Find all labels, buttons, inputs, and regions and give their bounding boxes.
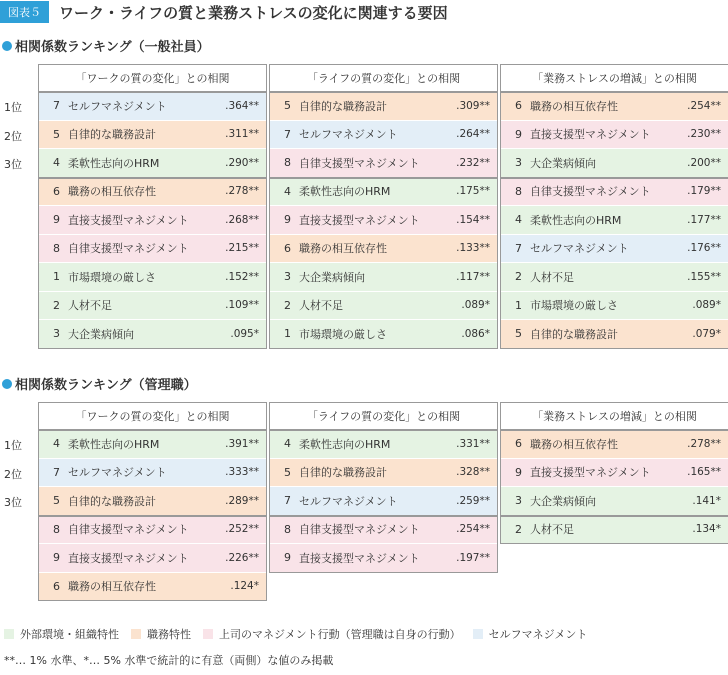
factor-name: 人材不足 bbox=[530, 523, 574, 537]
legend-swatch bbox=[131, 629, 141, 639]
factor-name: 自律的な職務設計 bbox=[299, 99, 387, 113]
factor-number: 8 bbox=[53, 522, 60, 536]
correlation-value: .230** bbox=[687, 128, 721, 141]
factor-number: 5 bbox=[53, 127, 60, 141]
legend-label: 外部環境・組織特性 bbox=[20, 628, 119, 641]
factor-name: 自律支援型マネジメント bbox=[299, 156, 420, 170]
factor-number: 2 bbox=[515, 270, 522, 284]
table-row bbox=[269, 235, 498, 264]
table-row bbox=[269, 206, 498, 235]
table-row bbox=[38, 430, 267, 459]
correlation-value: .328** bbox=[456, 466, 490, 479]
table-row bbox=[500, 121, 728, 150]
factor-name: 柔軟性志向のHRM bbox=[530, 213, 622, 227]
factor-name: 自律支援型マネジメント bbox=[68, 242, 189, 256]
factor-number: 4 bbox=[53, 156, 60, 170]
factor-number: 6 bbox=[284, 241, 291, 255]
legend-item bbox=[203, 626, 461, 642]
factor-number: 8 bbox=[53, 241, 60, 255]
table-row bbox=[38, 206, 267, 235]
section-title-text: 相関係数ランキング（管理職） bbox=[15, 378, 197, 393]
factor-number: 3 bbox=[284, 270, 291, 284]
correlation-value: .177** bbox=[687, 213, 721, 226]
correlation-value: .079* bbox=[692, 327, 721, 340]
table-row bbox=[269, 263, 498, 292]
factor-name: セルフマネジメント bbox=[530, 242, 629, 256]
table-row bbox=[269, 178, 498, 207]
figure-title: ワーク・ライフの質と業務ストレスの変化に関連する要因 bbox=[59, 3, 448, 22]
ranking-column bbox=[38, 402, 267, 594]
factor-number: 5 bbox=[284, 465, 291, 479]
factor-name: 市場環境の厳しさ bbox=[530, 299, 618, 313]
factor-name: セルフマネジメント bbox=[299, 494, 398, 508]
table-row bbox=[269, 92, 498, 121]
factor-name: 柔軟性志向のHRM bbox=[68, 437, 160, 451]
correlation-value: .215** bbox=[225, 242, 259, 255]
factor-number: 7 bbox=[284, 494, 291, 508]
table-row bbox=[269, 516, 498, 545]
correlation-value: .264** bbox=[456, 128, 490, 141]
factor-number: 4 bbox=[284, 437, 291, 451]
factor-name: 大企業病傾向 bbox=[299, 270, 365, 284]
factor-name: 直接支援型マネジメント bbox=[530, 128, 651, 142]
legend-label: 上司のマネジメント行動（管理職は自身の行動） bbox=[219, 628, 461, 641]
correlation-value: .278** bbox=[225, 185, 259, 198]
table-row bbox=[38, 544, 267, 573]
factor-name: セルフマネジメント bbox=[299, 128, 398, 142]
correlation-value: .141* bbox=[692, 494, 721, 507]
correlation-value: .268** bbox=[225, 213, 259, 226]
factor-number: 2 bbox=[515, 522, 522, 536]
ranking-column bbox=[500, 64, 728, 341]
factor-number: 8 bbox=[284, 522, 291, 536]
table-row bbox=[269, 544, 498, 573]
section-title-general bbox=[2, 36, 210, 55]
factor-name: 職務の相互依存性 bbox=[299, 242, 387, 256]
table-row bbox=[269, 430, 498, 459]
table-row bbox=[500, 178, 728, 207]
factor-name: 職務の相互依存性 bbox=[68, 580, 156, 594]
correlation-value: .364** bbox=[225, 99, 259, 112]
legend-item bbox=[473, 626, 588, 642]
factor-number: 7 bbox=[284, 127, 291, 141]
ranking-column bbox=[38, 64, 267, 341]
correlation-value: .254** bbox=[687, 99, 721, 112]
factor-number: 6 bbox=[515, 437, 522, 451]
factor-number: 3 bbox=[53, 327, 60, 341]
correlation-value: .109** bbox=[225, 299, 259, 312]
factor-name: 自律支援型マネジメント bbox=[68, 523, 189, 537]
factor-number: 6 bbox=[53, 579, 60, 593]
correlation-value: .155** bbox=[687, 270, 721, 283]
factor-name: セルフマネジメント bbox=[68, 99, 167, 113]
factor-number: 9 bbox=[515, 465, 522, 479]
correlation-value: .254** bbox=[456, 523, 490, 536]
figure-header bbox=[0, 0, 448, 24]
table-row bbox=[38, 178, 267, 207]
factor-number: 4 bbox=[515, 213, 522, 227]
factor-name: 柔軟性志向のHRM bbox=[299, 185, 391, 199]
rank-label: 2位 bbox=[4, 129, 22, 143]
factor-name: 自律的な職務設計 bbox=[530, 327, 618, 341]
factor-number: 6 bbox=[53, 184, 60, 198]
correlation-value: .089* bbox=[692, 299, 721, 312]
factor-name: 自律的な職務設計 bbox=[299, 466, 387, 480]
ranking-column bbox=[269, 402, 498, 565]
factor-name: 自律支援型マネジメント bbox=[530, 185, 651, 199]
table-row bbox=[269, 320, 498, 349]
table-row bbox=[500, 206, 728, 235]
factor-number: 1 bbox=[284, 327, 291, 341]
factor-name: 自律的な職務設計 bbox=[68, 128, 156, 142]
table-row bbox=[38, 292, 267, 321]
table-row bbox=[38, 459, 267, 488]
factor-number: 9 bbox=[515, 127, 522, 141]
factor-name: 職務の相互依存性 bbox=[530, 99, 618, 113]
legend-label: セルフマネジメント bbox=[488, 628, 588, 641]
column-header: 「ワークの質の変化」との相関 bbox=[38, 402, 267, 430]
factor-number: 7 bbox=[53, 99, 60, 113]
rank-label: 2位 bbox=[4, 467, 22, 481]
factor-name: 直接支援型マネジメント bbox=[299, 551, 420, 565]
factor-name: 人材不足 bbox=[299, 299, 343, 313]
table-row bbox=[500, 149, 728, 178]
factor-name: 市場環境の厳しさ bbox=[68, 270, 156, 284]
table-row bbox=[38, 149, 267, 178]
factor-number: 7 bbox=[515, 241, 522, 255]
bullet-icon bbox=[2, 41, 12, 51]
correlation-value: .154** bbox=[456, 213, 490, 226]
factor-number: 2 bbox=[53, 298, 60, 312]
correlation-value: .259** bbox=[456, 494, 490, 507]
correlation-value: .290** bbox=[225, 156, 259, 169]
significance-note: **… 1% 水準、*… 5% 水準で統計的に有意（両側）な値のみ掲載 bbox=[4, 654, 334, 667]
correlation-value: .179** bbox=[687, 185, 721, 198]
legend bbox=[4, 626, 599, 642]
factor-name: 市場環境の厳しさ bbox=[299, 327, 387, 341]
factor-number: 8 bbox=[515, 184, 522, 198]
factor-number: 8 bbox=[284, 156, 291, 170]
bullet-icon bbox=[2, 379, 12, 389]
factor-number: 3 bbox=[515, 494, 522, 508]
correlation-value: .089* bbox=[461, 299, 490, 312]
column-header: 「業務ストレスの増減」との相関 bbox=[500, 64, 728, 92]
factor-number: 7 bbox=[53, 465, 60, 479]
correlation-value: .252** bbox=[225, 523, 259, 536]
factor-number: 9 bbox=[53, 213, 60, 227]
table-row bbox=[269, 121, 498, 150]
table-row bbox=[269, 459, 498, 488]
table-row bbox=[38, 121, 267, 150]
rank-label: 3位 bbox=[4, 158, 22, 171]
correlation-value: .134* bbox=[692, 523, 721, 536]
legend-item bbox=[131, 626, 191, 642]
factor-name: 直接支援型マネジメント bbox=[68, 213, 189, 227]
factor-number: 5 bbox=[284, 99, 291, 113]
table-row bbox=[500, 263, 728, 292]
section-title-text: 相関係数ランキング（一般社員） bbox=[15, 40, 210, 55]
correlation-value: .200** bbox=[687, 156, 721, 169]
factor-number: 3 bbox=[515, 156, 522, 170]
factor-number: 9 bbox=[284, 213, 291, 227]
column-header: 「ライフの質の変化」との相関 bbox=[269, 402, 498, 430]
correlation-value: .309** bbox=[456, 99, 490, 112]
figure-tag: 図表５ bbox=[0, 1, 49, 23]
table-row bbox=[500, 292, 728, 321]
table-row bbox=[269, 292, 498, 321]
factor-name: セルフマネジメント bbox=[68, 466, 167, 480]
legend-swatch bbox=[203, 629, 213, 639]
correlation-value: .175** bbox=[456, 185, 490, 198]
column-header: 「ワークの質の変化」との相関 bbox=[38, 64, 267, 92]
correlation-value: .311** bbox=[225, 128, 259, 141]
factor-number: 5 bbox=[53, 494, 60, 508]
correlation-value: .124* bbox=[230, 580, 259, 593]
factor-name: 直接支援型マネジメント bbox=[530, 466, 651, 480]
factor-number: 4 bbox=[53, 437, 60, 451]
column-header: 「業務ストレスの増減」との相関 bbox=[500, 402, 728, 430]
legend-item bbox=[4, 626, 119, 642]
factor-name: 大企業病傾向 bbox=[530, 494, 596, 508]
factor-name: 直接支援型マネジメント bbox=[299, 213, 420, 227]
factor-name: 直接支援型マネジメント bbox=[68, 551, 189, 565]
table-row bbox=[500, 516, 728, 545]
table-row bbox=[38, 320, 267, 349]
correlation-value: .117** bbox=[456, 270, 490, 283]
rank-label: 1位 bbox=[4, 439, 22, 452]
table-row bbox=[38, 235, 267, 264]
table-row bbox=[269, 487, 498, 516]
factor-name: 大企業病傾向 bbox=[68, 327, 134, 341]
correlation-value: .176** bbox=[687, 242, 721, 255]
correlation-value: .391** bbox=[225, 437, 259, 450]
table-row bbox=[269, 149, 498, 178]
factor-number: 6 bbox=[515, 99, 522, 113]
table-row bbox=[500, 487, 728, 516]
factor-number: 9 bbox=[284, 551, 291, 565]
table-row bbox=[38, 487, 267, 516]
factor-name: 人材不足 bbox=[530, 270, 574, 284]
correlation-value: .226** bbox=[225, 551, 259, 564]
factor-number: 1 bbox=[515, 298, 522, 312]
factor-name: 自律的な職務設計 bbox=[68, 494, 156, 508]
factor-number: 5 bbox=[515, 327, 522, 341]
factor-name: 大企業病傾向 bbox=[530, 156, 596, 170]
factor-number: 1 bbox=[53, 270, 60, 284]
correlation-value: .333** bbox=[225, 466, 259, 479]
factor-name: 人材不足 bbox=[68, 299, 112, 313]
correlation-value: .331** bbox=[456, 437, 490, 450]
table-row bbox=[38, 516, 267, 545]
correlation-value: .289** bbox=[225, 494, 259, 507]
legend-label: 職務特性 bbox=[147, 628, 191, 641]
table-row bbox=[500, 459, 728, 488]
factor-number: 2 bbox=[284, 298, 291, 312]
table-row bbox=[38, 573, 267, 602]
ranking-column bbox=[500, 402, 728, 537]
correlation-value: .095* bbox=[230, 327, 259, 340]
correlation-value: .278** bbox=[687, 437, 721, 450]
rank-label: 1位 bbox=[4, 101, 22, 114]
factor-name: 職務の相互依存性 bbox=[530, 437, 618, 451]
correlation-value: .165** bbox=[687, 466, 721, 479]
ranking-column bbox=[269, 64, 498, 341]
correlation-value: .133** bbox=[456, 242, 490, 255]
correlation-value: .232** bbox=[456, 156, 490, 169]
table-row bbox=[500, 320, 728, 349]
correlation-value: .152** bbox=[225, 270, 259, 283]
table-row bbox=[500, 235, 728, 264]
correlation-value: .086* bbox=[461, 327, 490, 340]
legend-swatch bbox=[473, 629, 483, 639]
rank-label: 3位 bbox=[4, 496, 22, 509]
table-row bbox=[500, 430, 728, 459]
factor-name: 職務の相互依存性 bbox=[68, 185, 156, 199]
legend-swatch bbox=[4, 629, 14, 639]
column-header: 「ライフの質の変化」との相関 bbox=[269, 64, 498, 92]
table-row bbox=[38, 92, 267, 121]
table-row bbox=[500, 92, 728, 121]
factor-name: 柔軟性志向のHRM bbox=[68, 156, 160, 170]
factor-name: 柔軟性志向のHRM bbox=[299, 437, 391, 451]
correlation-value: .197** bbox=[456, 551, 490, 564]
factor-number: 9 bbox=[53, 551, 60, 565]
factor-number: 4 bbox=[284, 184, 291, 198]
section-title-manager bbox=[2, 374, 197, 393]
factor-name: 自律支援型マネジメント bbox=[299, 523, 420, 537]
table-row bbox=[38, 263, 267, 292]
